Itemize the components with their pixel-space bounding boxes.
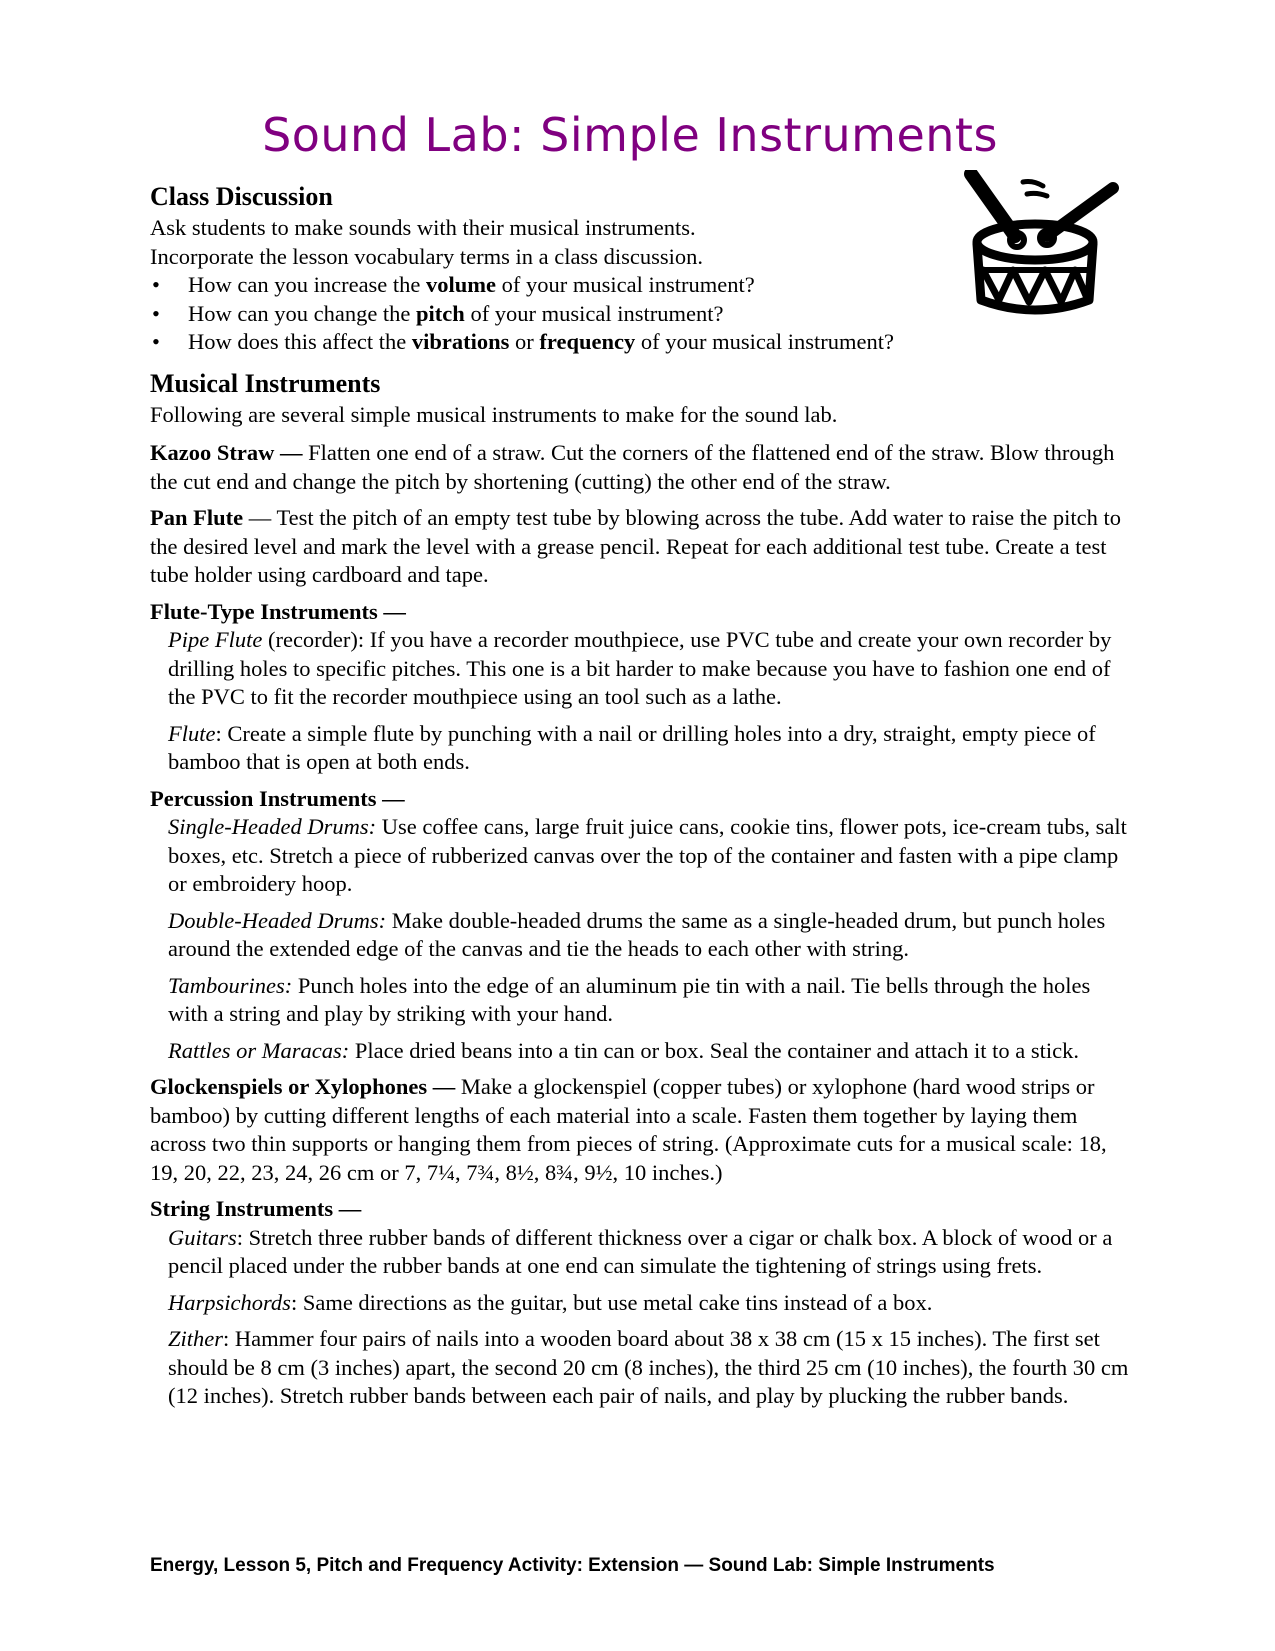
guitars-paragraph: Guitars: Stretch three rubber bands of different thickness over a cigar or chalk box. A block of wood or a pencil placed under the rubber bands at one end can simulate the tightening of strings using frets. xyxy=(168,1224,1113,1278)
rattles-paragraph: Rattles or Maracas: Place dried beans into a tin can or box. Seal the container and attach it to a stick. xyxy=(168,1037,1079,1063)
page-footer: Energy, Lesson 5, Pitch and Frequency Activity: Extension — Sound Lab: Simple Instruments xyxy=(150,1555,995,1576)
list-item: • How can you increase the volume of your musical instrument? xyxy=(150,271,1130,300)
harpsichords-paragraph: Harpsichords: Same directions as the guitar, but use metal cake tins instead of a box. xyxy=(168,1289,933,1315)
discussion-questions xyxy=(150,271,1130,357)
tambourines-paragraph: Tambourines: Punch holes into the edge of an aluminum pie tin with a nail. Tie bells through the holes with a string and play by striking with your hand. xyxy=(168,972,1091,1026)
instruments-intro: Following are several simple musical instruments to make for the sound lab. xyxy=(150,401,838,427)
zither-paragraph: Zither: Hammer four pairs of nails into a wooden board about 38 x 38 cm (15 x 15 inches). The first set should be 8 cm (3 inches) apart, the second 20 cm (8 inches), the third 25 cm (10 inches), the fourth 30 cm (12 inches). Stretch rubber bands between each pair of nails, and play by plucking the rubber bands. xyxy=(168,1326,1129,1408)
discussion-intro-2: Incorporate the lesson vocabulary terms in a class discussion. xyxy=(150,243,703,269)
musical-instruments-heading: Musical Instruments xyxy=(150,368,381,398)
flute-type-heading: Flute-Type Instruments — xyxy=(150,598,406,624)
double-headed-drums-paragraph: Double-Headed Drums: Make double-headed drums the same as a single-headed drum, but punch holes around the extended edge of the canvas and tie the heads to each other with string. xyxy=(168,907,1106,961)
single-headed-drums-paragraph: Single-Headed Drums: Use coffee cans, large fruit juice cans, cookie tins, flower pots, ice-cream tubs, salt boxes, etc. Stretch a piece of rubberized canvas over the top of the container and fasten with a pipe clamp or embroidery hoop. xyxy=(168,814,1127,896)
discussion-intro-1: Ask students to make sounds with their musical instruments. xyxy=(150,215,696,240)
percussion-heading: Percussion Instruments — xyxy=(150,785,405,811)
kazoo-paragraph: Kazoo Straw — Flatten one end of a straw. Cut the corners of the flattened end of the straw. Blow through the cut end and change the pitch by shortening (cutting) the other end of the straw. xyxy=(150,440,1115,494)
bullet-icon: • xyxy=(152,329,160,354)
page-title: Sound Lab: Simple Instruments xyxy=(262,108,998,162)
pan-flute-paragraph: Pan Flute — Test the pitch of an empty test tube by blowing across the tube. Add water to raise the pitch to the desired level and mark the level with a grease pencil. Repeat for each additional test tube. Create a test tube holder using cardboard and tape. xyxy=(150,505,1121,587)
list-item: • How can you change the pitch of your musical instrument? xyxy=(150,300,1130,329)
string-instruments-heading: String Instruments — xyxy=(150,1196,362,1221)
bullet-icon: • xyxy=(152,272,160,297)
list-item: • How does this affect the vibrations or frequency of your musical instrument? xyxy=(150,328,1130,357)
glockenspiels-paragraph: Glockenspiels or Xylophones — Make a glockenspiel (copper tubes) or xylophone (hard wood strips or bamboo) by cutting different lengths of each material into a scale. Fasten them together by laying them across two thin supports or hanging them from pieces of string. (Approximate cuts for a musical scale: 18, 19, 20, 22, 23, 24, 26 cm or 7, 7¼, 7¾, 8½, 8¾, 9½, 10 inches.) xyxy=(150,1074,1107,1185)
pipe-flute-paragraph: Pipe Flute (recorder): If you have a recorder mouthpiece, use PVC tube and create your own recorder by drilling holes to specific pitches. This one is a bit harder to make because you have to fashion one end of the PVC to fit the recorder mouthpiece using an tool such as a lathe. xyxy=(168,627,1112,709)
bullet-icon: • xyxy=(152,300,160,326)
content-body xyxy=(150,180,1130,1411)
class-discussion-heading: Class Discussion xyxy=(150,182,333,211)
flute-paragraph: Flute: Create a simple flute by punching with a nail or drilling holes into a dry, straight, empty piece of bamboo that is open at both ends. xyxy=(168,720,1096,774)
